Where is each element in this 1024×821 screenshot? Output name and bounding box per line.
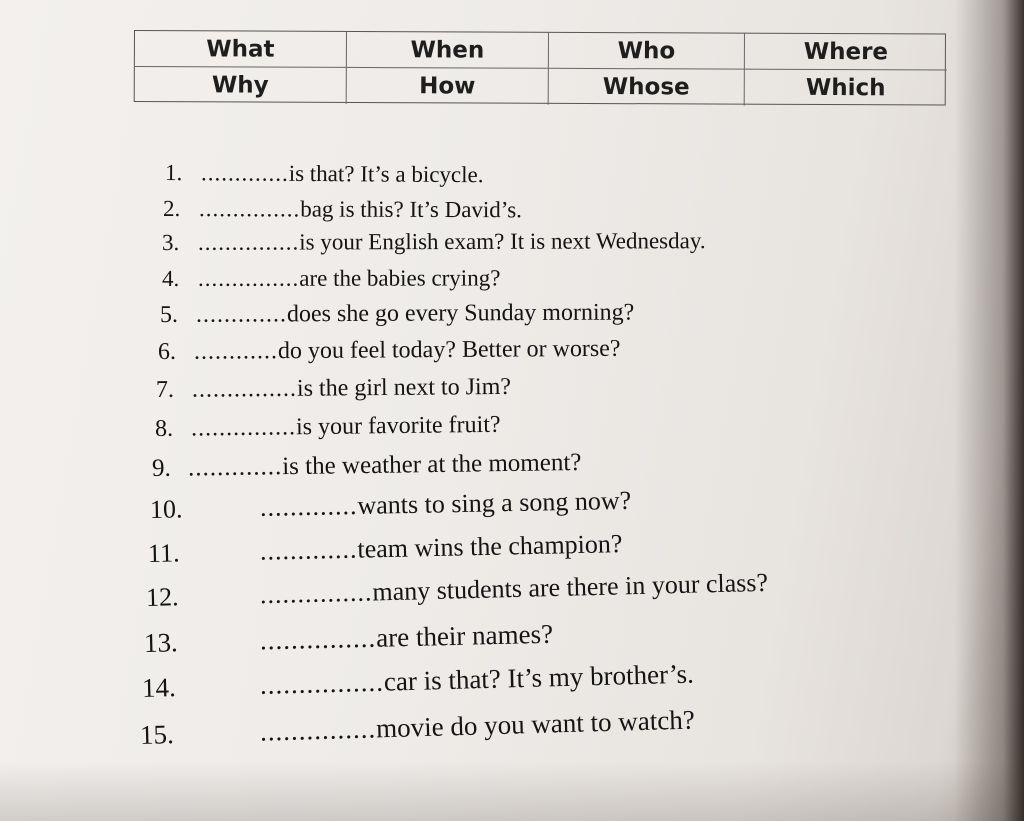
exercise-blank: ............ xyxy=(193,338,279,365)
exercise-item xyxy=(160,300,634,329)
exercise-text: movie do you want to watch? xyxy=(375,704,696,744)
word-bank-cell: When xyxy=(347,32,549,69)
exercise-number: 11. xyxy=(147,538,180,568)
word-bank-cell: Who xyxy=(549,33,745,70)
exercise-number: 3. xyxy=(161,229,180,255)
exercise-number: 14. xyxy=(141,672,177,703)
exercise-text: team wins the champion? xyxy=(357,529,623,564)
exercise-blank: ............. xyxy=(187,453,283,482)
word-bank-cell: Whose xyxy=(549,69,745,106)
exercise-blank: ............... xyxy=(259,577,373,610)
exercise-text: do you feel today? Better or worse? xyxy=(277,335,621,365)
exercise-text: does she go every Sunday morning? xyxy=(286,299,635,328)
exercise-number: 2. xyxy=(162,196,181,222)
exercise-item xyxy=(140,705,696,751)
exercise-number: 4. xyxy=(161,265,180,291)
exercise-text: is the weather at the moment? xyxy=(282,449,582,481)
exercise-item xyxy=(150,486,632,525)
exercise-text: is that? It’s a bicycle. xyxy=(288,160,484,188)
exercise-item xyxy=(155,412,501,443)
exercise-blank: ............... xyxy=(197,265,300,291)
exercise-item xyxy=(165,160,484,188)
exercise-item xyxy=(146,568,769,613)
exercise-text: are the babies crying? xyxy=(299,265,501,291)
exercise-text: many students are there in your class? xyxy=(372,567,769,607)
exercise-number: 5. xyxy=(159,301,179,328)
exercise-item xyxy=(156,374,511,404)
exercise-item xyxy=(163,196,522,223)
exercise-blank: ............... xyxy=(259,622,377,656)
exercise-item xyxy=(158,336,621,366)
exercise-blank: ............... xyxy=(198,196,301,222)
exercise-item xyxy=(142,659,695,704)
word-bank-cell: Where xyxy=(745,34,947,71)
exercise-number: 7. xyxy=(155,376,175,403)
exercise-blank: ............... xyxy=(191,375,298,403)
exercise-text: bag is this? It’s David’s. xyxy=(300,196,522,223)
exercise-blank: ............... xyxy=(259,713,377,747)
exercise-text: are their names? xyxy=(375,618,554,653)
exercise-number: 15. xyxy=(139,719,175,750)
exercise-item xyxy=(162,265,500,292)
word-bank-cell: What xyxy=(135,31,347,68)
exercise-text: wants to sing a song now? xyxy=(357,485,632,521)
exercise-number: 12. xyxy=(145,582,179,612)
word-bank-cell: Why xyxy=(135,67,347,104)
exercise-number: 13. xyxy=(143,627,179,658)
exercise-blank: ................ xyxy=(259,666,385,700)
exercise-number: 8. xyxy=(154,415,174,442)
word-bank-cell: How xyxy=(347,68,549,105)
exercise-item xyxy=(148,529,623,569)
exercise-text: car is that? It’s my brother’s. xyxy=(383,658,695,697)
exercise-blank: ............. xyxy=(259,491,358,522)
exercise-blank: ............. xyxy=(259,534,358,566)
exercise-number: 10. xyxy=(149,494,183,524)
exercise-blank: ............. xyxy=(195,301,288,328)
exercise-number: 6. xyxy=(157,338,177,365)
exercise-number: 9. xyxy=(151,454,171,482)
exercise-item xyxy=(162,228,706,256)
word-bank-cell: Which xyxy=(805,74,886,102)
exercise-blank: ............... xyxy=(190,414,297,442)
exercise-text: is your English exam? It is next Wednesday. xyxy=(299,228,706,255)
exercise-item xyxy=(152,449,582,483)
exercise-item xyxy=(144,619,554,659)
exercise-blank: ............. xyxy=(200,160,289,186)
exercise-text: is your favorite fruit? xyxy=(295,411,501,441)
exercise-blank: ............... xyxy=(197,229,300,255)
exercise-text: is the girl next to Jim? xyxy=(296,373,512,402)
exercise-number: 1. xyxy=(164,160,183,186)
